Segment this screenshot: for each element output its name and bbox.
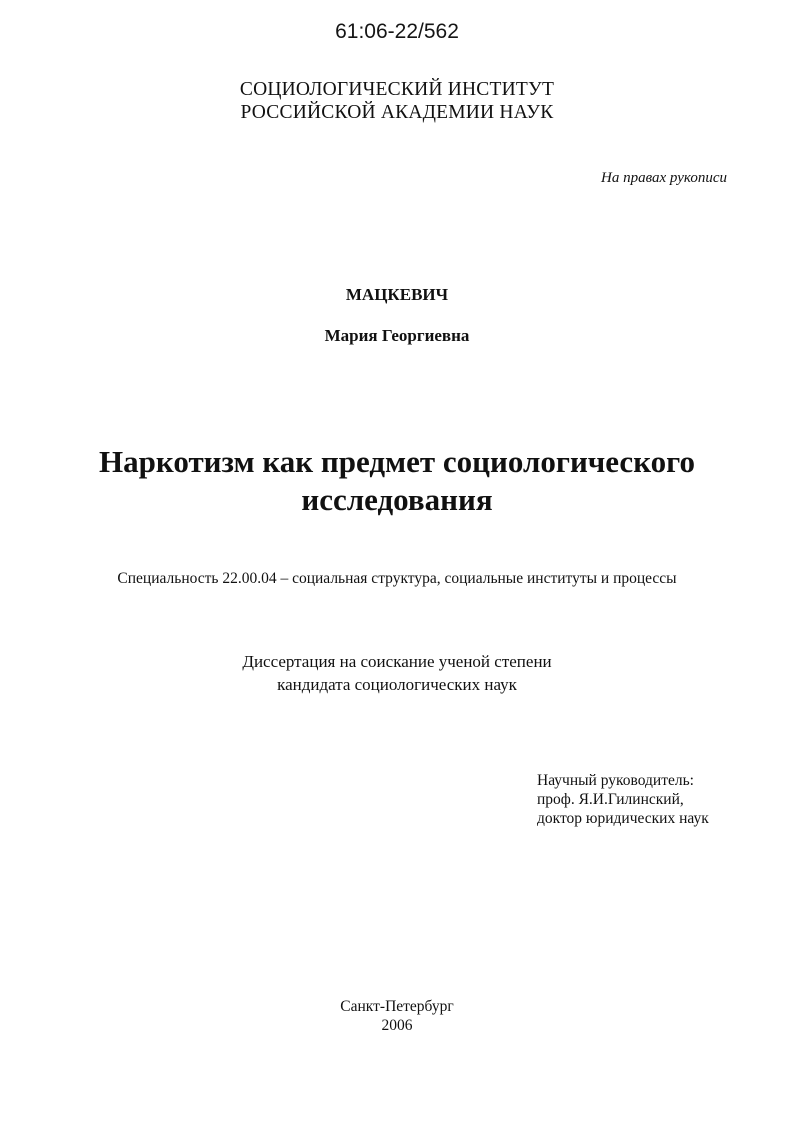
- title-line-2: исследования: [301, 482, 493, 517]
- scientific-advisor: [537, 771, 709, 828]
- year: 2006: [381, 1017, 413, 1034]
- place-and-year: [0, 997, 794, 1035]
- document-code: 61:06-22/562: [335, 20, 459, 43]
- advisor-name: проф. Я.И.Гилинский,: [537, 791, 684, 808]
- author-surname: МАЦКЕВИЧ: [345, 285, 449, 304]
- advisor-degree: доктор юридических наук: [537, 810, 709, 827]
- title-line-1: Наркотизм как предмет социологического: [99, 444, 695, 479]
- city: Санкт-Петербург: [340, 998, 454, 1015]
- dissertation-title: [0, 443, 794, 519]
- rights-note: На правах рукописи: [601, 170, 727, 186]
- institute-line-1: СОЦИОЛОГИЧЕСКИЙ ИНСТИТУТ: [239, 79, 555, 100]
- degree-line-1: Диссертация на соискание ученой степени: [242, 652, 552, 671]
- institute-line-2: РОССИЙСКОЙ АКАДЕМИИ НАУК: [240, 102, 554, 123]
- specialty: Специальность 22.00.04 – социальная структура, социальные институты и процессы: [117, 570, 677, 587]
- advisor-label: Научный руководитель:: [537, 772, 694, 789]
- institute-name: [0, 78, 794, 124]
- degree-statement: [0, 650, 794, 696]
- degree-line-2: кандидата социологических наук: [277, 675, 517, 694]
- author-given-names: Мария Георгиевна: [324, 326, 470, 345]
